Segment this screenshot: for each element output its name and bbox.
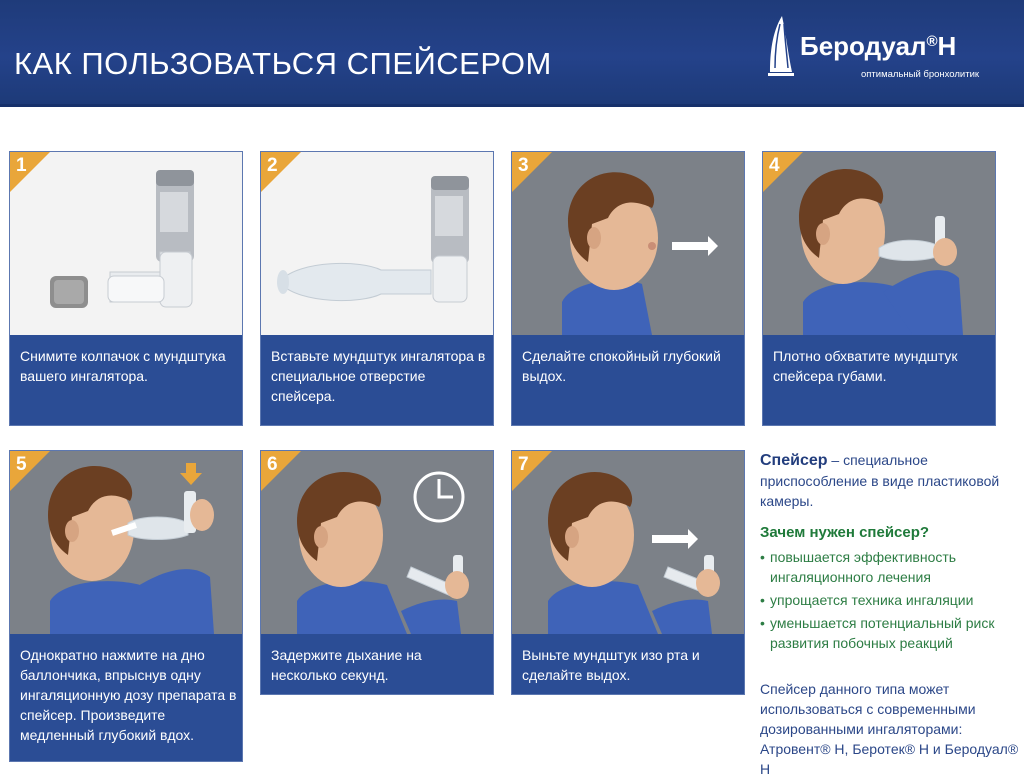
step-3-number: 3 [518,155,529,176]
step-7-caption: Выньте мундштук изо рта и сделайте выдох. [522,647,700,683]
step-3-caption: Сделайте спокойный глубокий выдох. [522,348,721,384]
step-card-2 [260,151,494,426]
step-3-illustration [512,152,744,335]
step-card-3 [511,151,745,426]
step-1-number: 1 [16,155,27,176]
page-title: КАК ПОЛЬЗОВАТЬСЯ СПЕЙСЕРОМ [14,46,552,81]
sail-logo-icon [766,14,796,80]
compatibility-note: Спейсер данного типа может использоваться с современными дозированными ингаляторами: Атровент® Н, Беротек® Н и Беродуал® Н [760,681,1019,777]
step-7-number: 7 [518,454,529,475]
brand-tagline: оптимальный бронхолитик [861,69,980,80]
step-5-illustration [10,451,242,634]
step-4-number: 4 [769,155,780,176]
step-4-illustration [763,152,995,335]
step-6-illustration [261,451,493,634]
step-1-illustration [10,152,242,335]
step-2-illustration [261,152,493,335]
step-6-number: 6 [267,454,278,475]
step-5-caption: Однократно нажмите на дно баллончика, впрыснув одну ингаляционную дозу препарата в спейсер. Произведите медленный глубокий вдох. [20,647,237,743]
step-2-caption: Вставьте мундштук ингалятора в специальное отверстие спейсера. [271,348,486,404]
step-1-caption: Снимите колпачок с мундштука вашего ингалятора. [20,348,226,384]
step-4-caption: Плотно обхватите мундштук спейсера губами. [773,348,958,384]
brand-logo [766,8,1016,88]
step-card-4 [762,151,996,426]
benefit-item: • уменьшается потенциальный риск развития побочных реакций [760,613,1022,653]
benefits-list [760,547,1022,653]
step-7-illustration [512,451,744,634]
brand-name [800,31,956,62]
spacer-definition [760,450,1022,511]
step-card-7 [511,450,745,695]
info-panel [760,450,1022,779]
header-banner [0,0,1024,107]
brand-name-text: Беродуал [800,31,927,61]
step-6-caption: Задержите дыхание на несколько секунд. [271,647,422,683]
spacer-definition-text: – специальное приспособление в виде пластиковой камеры. [760,452,1000,509]
step-2-number: 2 [267,155,278,176]
step-5-number: 5 [16,454,27,475]
step-card-5 [9,450,243,762]
spacer-term: Спейсер [760,452,828,469]
why-heading: Зачем нужен спейсер? [760,524,930,541]
brand-suffix: Н [937,31,957,61]
benefit-item: • упрощается техника ингаляции [760,590,1022,610]
benefit-item: • повышается эффективность ингаляционного лечения [760,547,1022,587]
step-card-6 [260,450,494,695]
step-card-1 [9,151,243,426]
brand-reg-mark: ® [926,33,938,50]
